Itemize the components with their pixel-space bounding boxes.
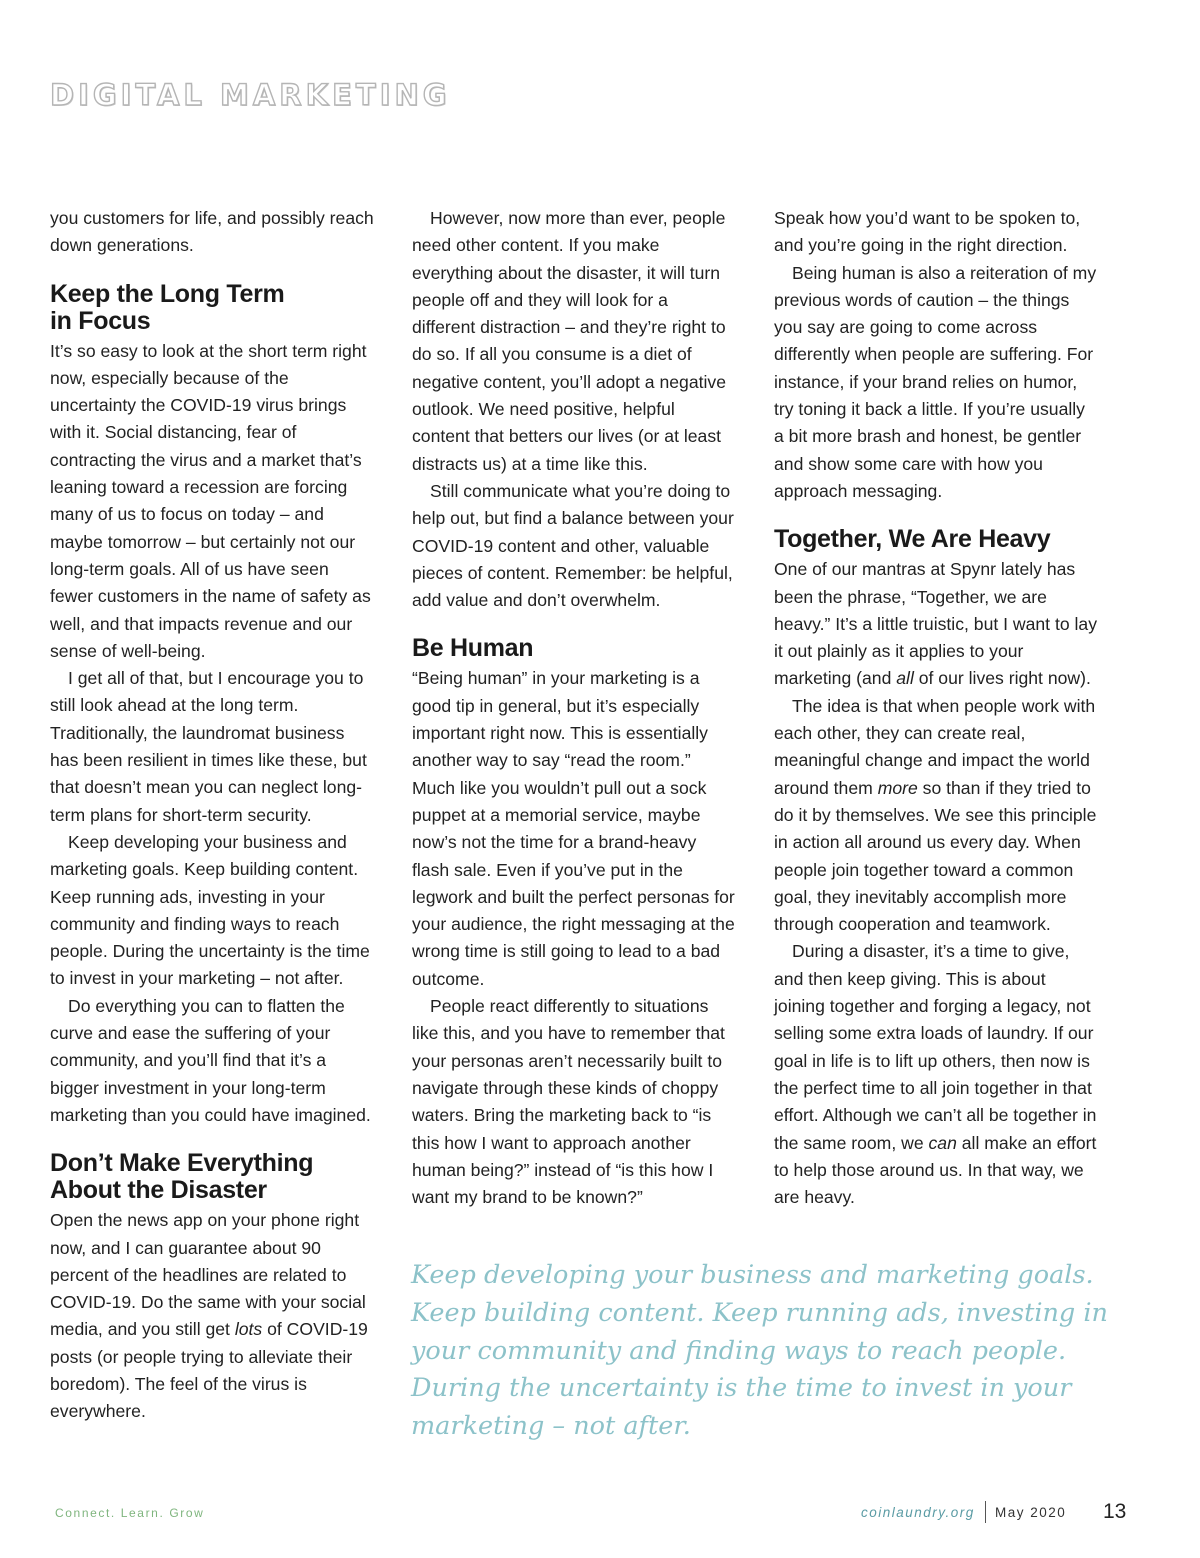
paragraph: Being human is also a reiteration of my previous words of caution – the things you say are going to come across differently when people are suffering. For instance, if your brand relies on humor, try toning it back a little. If you’re usually a bit more brash and honest, be gentler and show some care with how you approach messaging.	[774, 262, 1097, 501]
paragraph: The idea is that when people work with each other, they can create real, meaningful change and impact the world around them more so than if they tried to do it by themselves. We see this principle in action all around us every day. When people join together toward a common goal, they inevitably accomplish more through cooperation and teamwork.	[774, 695, 1097, 935]
heading-disaster: Don’t Make Everything About the Disaster	[50, 1149, 314, 1205]
heading-together-heavy: Together, We Are Heavy	[774, 525, 1051, 554]
paragraph: Open the news app on your phone right now, and I can guarantee about 90 percent of the headlines are related to COVID-19. Do the same with your social media, and you still get lots of COVID-19 posts (or people trying to alleviate their boredom). The feel of the virus is everywhere.	[50, 1210, 368, 1422]
paragraph: It’s so easy to look at the short term right now, especially because of the uncertainty the COVID-19 virus brings with it. Social distancing, fear of contracting the virus and a market that’s leaning toward a recession are forcing many of us to focus on today – and maybe tomorrow – but certainly not our long-term goals. All of us have seen fewer customers in the name of safety as well, and that impacts revenue and our sense of well-being.	[50, 340, 371, 661]
heading-long-term: Keep the Long Term in Focus	[50, 279, 285, 335]
paragraph: you customers for life, and possibly reach down generations.	[50, 208, 374, 256]
footer-divider	[985, 1501, 986, 1523]
paragraph: During a disaster, it’s a time to give, and then keep giving. This is about joining together and forging a legacy, not selling some extra loads of laundry. If our goal in life is to lift up others, then now is the perfect time to all join together in that effort. Although we can’t all be together in the same room, we can all make an effort to help those around us. In that way, we are heavy.	[774, 941, 1097, 1208]
article-column-1	[50, 205, 374, 1426]
article-column-3	[774, 205, 1098, 1211]
paragraph: One of our mantras at Spynr lately has been the phrase, “Together, we are heavy.” It’s a little truistic, but I want to lay it out plainly as it applies to your marketing (and all of our lives right now).	[774, 559, 1098, 689]
article-column-2	[412, 205, 736, 1211]
paragraph: I get all of that, but I encourage you to still look ahead at the long term. Traditionally, the laundromat business has been resilient in times like these, but that doesn’t mean you can neglect long-term plans for short-term security.	[50, 668, 367, 825]
paragraph: People react differently to situations like this, and you have to remember that your personas aren’t necessarily built to navigate through these kinds of choppy waters. Bring the marketing back to “is this how I want to approach another human being?” instead of “is this how I want my brand to be known?”	[412, 996, 725, 1208]
pull-quote: Keep developing your business and marketing goals. Keep building content. Keep running ads, investing in your community and finding ways to reach people. During the uncertainty is the time to invest in your marketing – not after.	[411, 1260, 1108, 1442]
paragraph: However, now more than ever, people need other content. If you make everything about the disaster, it will turn people off and they will look for a different distraction – and they’re right to do so. If all you consume is a diet of negative content, you’ll adopt a negative outlook. We need positive, helpful content that betters our lives (or at least distracts us) at a time like this.	[412, 208, 726, 474]
heading-be-human: Be Human	[412, 634, 534, 663]
page-number: 13	[1103, 1500, 1127, 1523]
section-label: DIGITAL MARKETING	[50, 78, 451, 112]
paragraph: “Being human” in your marketing is a good tip in general, but it’s especially important right now. This is essentially another way to say “read the room.” Much like you wouldn’t pull out a sock puppet at a memorial service, maybe now’s not the time for a brand-heavy flash sale. Even if you’ve put in the legwork and built the perfect personas for your audience, the right messaging at the wrong time is still going to lead to a bad outcome.	[412, 668, 735, 989]
footer-tagline: Connect. Learn. Grow	[55, 1506, 205, 1520]
paragraph: Do everything you can to flatten the curve and ease the suffering of your community, and you’ll find that it’s a bigger investment in your long-term marketing than you could have imagined.	[50, 995, 371, 1125]
paragraph: Still communicate what you’re doing to help out, but find a balance between your COVID-19 content and other, valuable pieces of content. Remember: be helpful, add value and don’t overwhelm.	[412, 480, 734, 611]
paragraph: Speak how you’d want to be spoken to, and you’re going in the right direction.	[774, 208, 1081, 256]
paragraph: Keep developing your business and marketing goals. Keep building content. Keep running ads, investing in your community and finding ways to reach people. During the uncertainty is the time to invest in your marketing – not after.	[50, 831, 370, 989]
footer-date: May 2020	[995, 1505, 1067, 1520]
footer-site[interactable]: coinlaundry.org	[861, 1505, 975, 1520]
